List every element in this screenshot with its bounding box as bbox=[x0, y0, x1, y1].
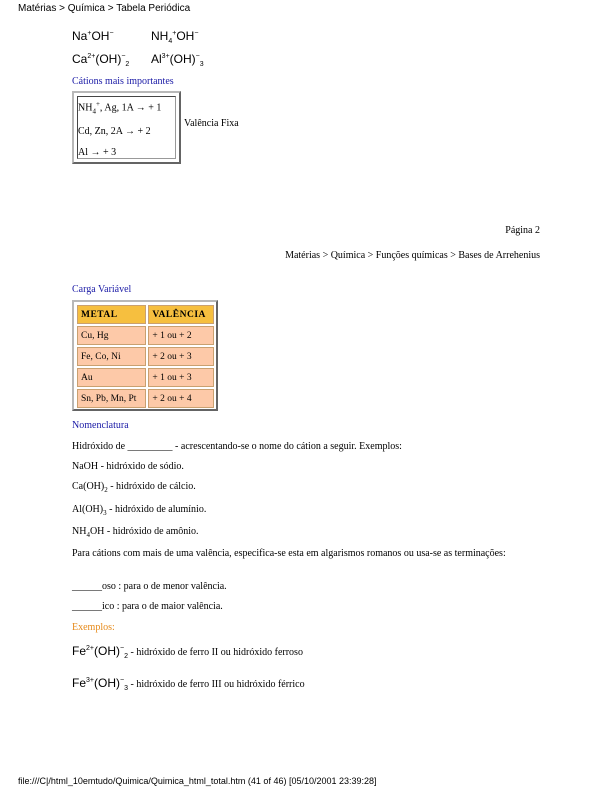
col-valencia: VALÊNCIA bbox=[148, 305, 214, 324]
example-fe2: $Fe^{2+}(OH)^-_2$ - hidróxido de ferro II ou hidróxido ferroso bbox=[72, 644, 303, 660]
cations-heading: Cátions mais importantes bbox=[72, 76, 174, 87]
table-cell: + 2 ou + 4 bbox=[148, 389, 214, 408]
nomenclatura-paragraph: Para cátions com mais de uma valência, especifica-se esta em algarismos romanos ou usa-se as terminações: bbox=[72, 548, 506, 559]
table-cell: + 2 ou + 3 bbox=[148, 347, 214, 366]
carga-heading: Carga Variável bbox=[72, 284, 132, 295]
table-row bbox=[77, 368, 214, 387]
formula-naoh: Na+OH− bbox=[72, 29, 114, 43]
table-cell: Sn, Pb, Mn, Pt bbox=[77, 389, 146, 408]
page-breadcrumb: Matérias > Química > Funções químicas > Bases de Arrehenius bbox=[285, 250, 540, 261]
example-caoh2: $Ca(OH)_2$ - hidróxido de cálcio. bbox=[72, 481, 196, 494]
nomenclatura-intro: Hidróxido de _________ - acrescentando-se o nome do cátion a seguir. Exemplos: bbox=[72, 441, 402, 452]
table-cell: Cu, Hg bbox=[77, 326, 146, 345]
table-header-row bbox=[77, 305, 214, 324]
cations-box bbox=[72, 91, 181, 164]
nomenclatura-heading: Nomenclatura bbox=[72, 420, 129, 431]
col-metal: METAL bbox=[77, 305, 146, 324]
footer-url: file:///C|/html_10emtudo/Quimica/Quimica_html_total.htm (41 of 46) [05/10/2001 23:39:28] bbox=[18, 776, 377, 786]
table-cell: Fe, Co, Ni bbox=[77, 347, 146, 366]
cation-row-3: Al → + 3 bbox=[78, 147, 117, 158]
table-row bbox=[77, 326, 214, 345]
formula-caoh2: $Ca^{2+}(OH)^-_2$ bbox=[72, 52, 130, 68]
example-nh4oh: $NH_4OH$ - hidróxido de amônio. bbox=[72, 526, 199, 539]
formula-feoh3: $Fe^{3+}(OH)^-_3$ bbox=[72, 676, 128, 692]
carga-table-wrapper bbox=[72, 300, 218, 411]
suffix-ico: ______ico : para o de maior valência. bbox=[72, 601, 223, 612]
example-aloh3: $Al(OH)_3$ - hidróxido de alumínio. bbox=[72, 504, 207, 517]
example-fe3: $Fe^{3+}(OH)^-_3$ - hidróxido de ferro III ou hidróxido férrico bbox=[72, 676, 305, 692]
cation-row-1: $NH_4^+$, Ag, 1A → + 1 bbox=[78, 100, 162, 116]
formula-aloh3: $Al^{3+}(OH)^-_3$ bbox=[151, 52, 204, 68]
table-cell: Au bbox=[77, 368, 146, 387]
exemplos-heading: Exemplos: bbox=[72, 622, 115, 633]
cation-row-2: Cd, Zn, 2A → + 2 bbox=[78, 126, 151, 137]
carga-table bbox=[75, 303, 216, 410]
table-cell: + 1 ou + 2 bbox=[148, 326, 214, 345]
suffix-oso: ______oso : para o de menor valência. bbox=[72, 581, 227, 592]
example-naoh: NaOH - hidróxido de sódio. bbox=[72, 461, 184, 472]
table-row bbox=[77, 389, 214, 408]
page-number: Página 2 bbox=[505, 225, 540, 236]
table-cell: + 1 ou + 3 bbox=[148, 368, 214, 387]
formula-feoh2: $Fe^{2+}(OH)^-_2$ bbox=[72, 644, 128, 660]
header-breadcrumb: Matérias > Química > Tabela Periódica bbox=[18, 3, 191, 14]
table-row bbox=[77, 347, 214, 366]
valencia-fixa-label: Valência Fixa bbox=[184, 118, 239, 129]
formula-nh4oh: $NH_4^+OH^-$ bbox=[151, 29, 199, 45]
